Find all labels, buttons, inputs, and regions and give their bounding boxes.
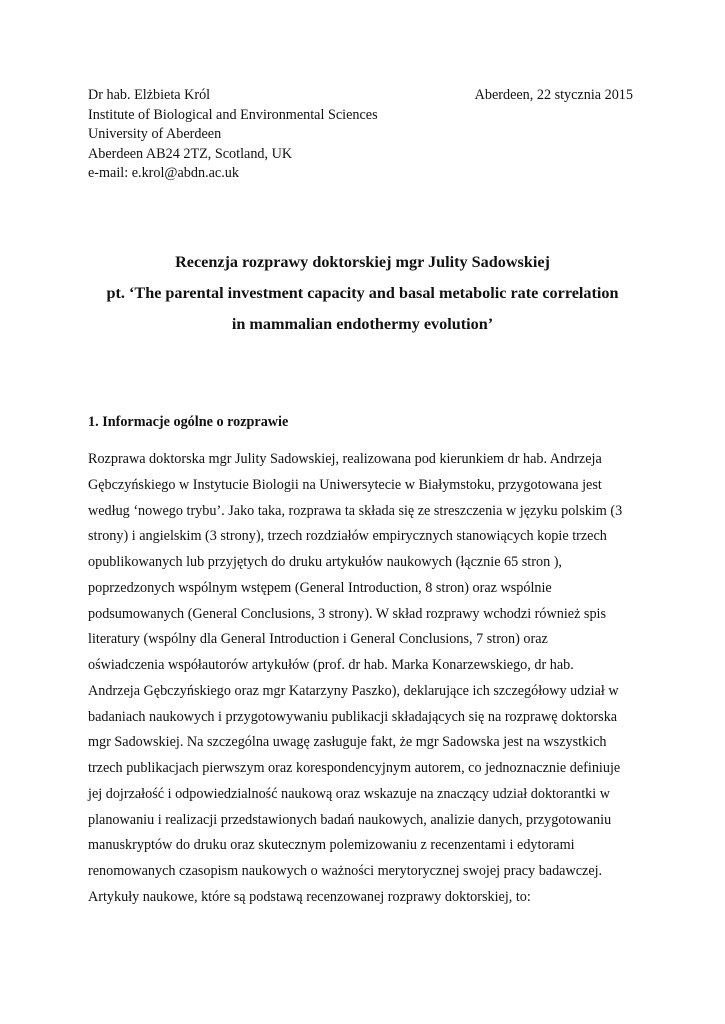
place-date: Aberdeen, 22 stycznia 2015 [474,87,633,103]
paragraph-line: renomowanych czasopism naukowych o ważności merytorycznej swojej pracy badawczej. [88,863,603,879]
paragraph-line: manuskryptów do druku oraz skutecznym polemizowaniu z recenzentami i edytorami [88,837,575,854]
paragraph-line: oświadczenia współautorów artykułów (prof. dr hab. Marka Konarzewskiego, dr hab. [88,657,574,673]
title-line-1: Recenzja rozprawy doktorskiej mgr Julity Sadowskiej [175,253,550,271]
paragraph-line: badaniach naukowych i przygotowywaniu publikacji składających się na rozprawę doktorska [88,708,618,725]
section-heading: 1. Informacje ogólne o rozprawie [88,414,289,430]
paragraph-line: jej dojrzałość i odpowiedzialność naukową oraz wskazuje na znaczący udział doktorantki w [88,785,610,802]
paragraph-line: według ‘nowego trybu’. Jako taka, rozprawa ta składa się ze streszczenia w języku polskim (3 [88,502,623,519]
sender-email: e-mail: e.krol@abdn.ac.uk [88,165,239,181]
section-body-paragraph [88,450,648,914]
paragraph-line: Andrzeja Gębczyńskiego oraz mgr Katarzyny Paszko), deklarujące ich szczegółowy udział w [88,682,619,699]
paragraph-line: literatury (wspólny dla General Introduction i General Conclusions, 7 stron) oraz [88,631,548,648]
paragraph-line: poprzedzonych wspólnym wstępem (General Introduction, 8 stron) oraz wspólnie [88,579,552,596]
sender-university: University of Aberdeen [88,126,222,142]
paragraph-line: strony) i angielskim (3 strony), trzech rozdziałów empirycznych stanowiących kopie trzech [88,528,607,545]
paragraph-line: Artykuły naukowe, które są podstawą recenzowanej rozprawy doktorskiej, to: [88,888,531,905]
title-line-2: pt. ‘The parental investment capacity and basal metabolic rate correlation [106,284,619,302]
paragraph-line: mgr Sadowskiej. Na szczególna uwagę zasługuje fakt, że mgr Sadowska jest na wszystkich [88,734,607,751]
paragraph-line: opublikowanych lub przyjętych do druku artykułów naukowych (łącznie 65 stron ), [88,554,562,570]
sender-address: Aberdeen AB24 2TZ, Scotland, UK [88,145,293,162]
sender-name: Dr hab. Elżbieta Król [88,87,211,103]
paragraph-line: trzech publikacjach pierwszym oraz korespondencyjnym autorem, co jednoznacznie definiuje [88,760,621,776]
paragraph-line: Rozprawa doktorska mgr Julity Sadowskiej, realizowana pod kierunkiem dr hab. Andrzeja [88,451,602,467]
paragraph-line: podsumowanych (General Conclusions, 3 strony). W skład rozprawy wchodzi również spis [88,605,607,622]
review-title [60,247,665,340]
sender-address-block [88,86,378,184]
paragraph-line: Gębczyńskiego w Instytucie Biologii na Uniwersytecie w Białymstoku, przygotowana jest [88,476,602,493]
title-line-3: in mammalian endothermy evolution’ [231,315,494,333]
sender-institute: Institute of Biological and Environmental Sciences [88,106,378,123]
paragraph-line: planowaniu i realizacji przedstawionych badań naukowych, analizie danych, przygotowaniu [88,811,612,828]
